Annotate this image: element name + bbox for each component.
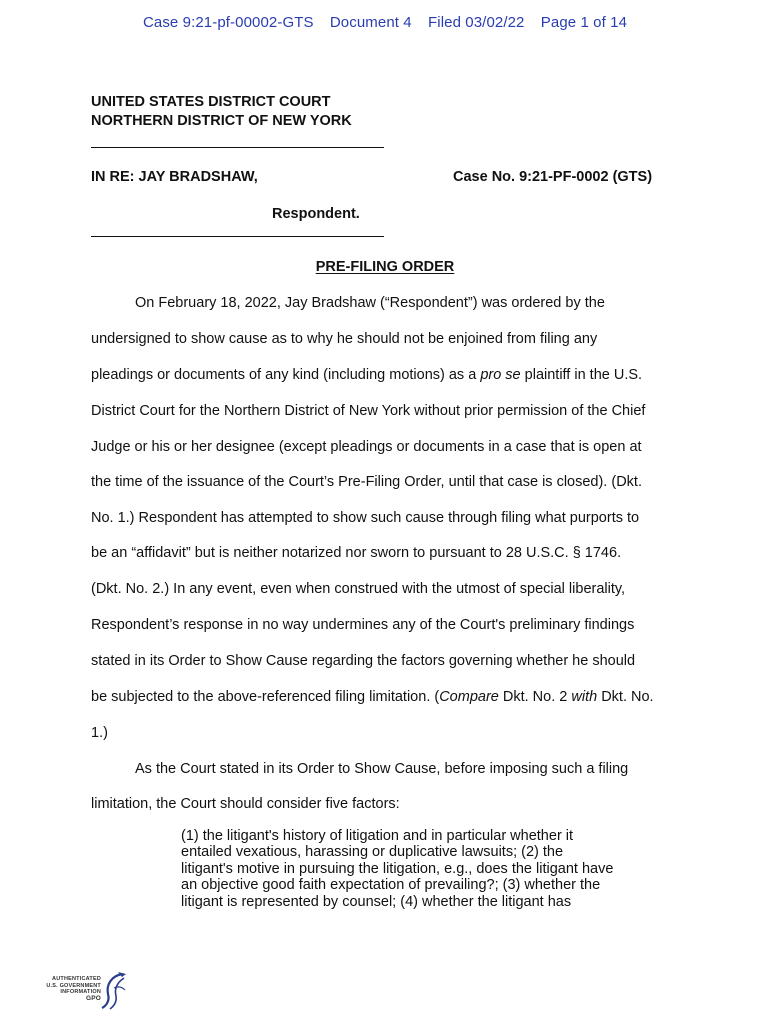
quote-line: (1) the litigant's history of litigation and in particular whether it <box>181 828 574 844</box>
body-line: limitation, the Court should consider five factors: <box>91 796 400 812</box>
quote-line: entailed vexatious, harassing or duplicative lawsuits; (2) the <box>181 844 564 861</box>
body-line: 1.) <box>91 725 108 741</box>
body-line: stated in its Order to Show Cause regarding the factors governing whether he should <box>91 653 636 669</box>
filing-header <box>0 14 770 31</box>
body-text: plaintiff in the U.S. <box>520 367 643 383</box>
compare-italic: Compare <box>439 689 499 705</box>
caption-rule-top <box>91 147 384 148</box>
order-title-text: PRE-FILING ORDER <box>315 259 455 275</box>
body-line: Respondent’s response in no way undermines any of the Court's preliminary findings <box>91 617 635 633</box>
body-line: Judge or his or her designee (except pleadings or documents in a case that is open at <box>91 439 642 455</box>
body-text: Dkt. No. <box>597 689 654 705</box>
header-case-number: Case 9:21-pf-00002-GTS <box>142 14 314 31</box>
pro-se-italic: pro se <box>480 367 521 383</box>
gpo-logo-line: INFORMATION <box>60 989 101 995</box>
case-number: Case No. 9:21-PF-0002 (GTS) <box>453 169 653 185</box>
in-re-party: IN RE: JAY BRADSHAW, <box>91 169 258 185</box>
gpo-logo-line: GPO <box>85 994 101 1002</box>
quote-line: litigant's motive in pursuing the litigation, e.g., does the litigant have <box>181 860 614 877</box>
court-name-line1: UNITED STATES DISTRICT COURT <box>91 94 331 110</box>
respondent-label: Respondent. <box>272 206 360 222</box>
gpo-logo-line: AUTHENTICATED <box>52 976 101 982</box>
header-page-count: Page 1 of 14 <box>540 14 628 31</box>
body-line: District Court for the Northern District of New York without prior permission of the Chief <box>91 403 646 419</box>
body-line: the time of the issuance of the Court’s Pre-Filing Order, until that case is closed). (Dkt. <box>91 474 642 490</box>
body-line: (Dkt. No. 2.) In any event, even when construed with the utmost of special liberality, <box>91 581 626 597</box>
caption-rule-bottom <box>91 236 384 237</box>
body-text: pleadings or documents of any kind (including motions) as a <box>91 367 481 383</box>
body-line: On February 18, 2022, Jay Bradshaw (“Respondent”) was ordered by the <box>135 295 605 311</box>
body-line <box>91 689 654 705</box>
body-line: As the Court stated in its Order to Show Cause, before imposing such a filing <box>135 761 629 777</box>
gpo-authentication-logo <box>44 968 130 1012</box>
body-line: undersigned to show cause as to why he should not be enjoined from filing any <box>91 331 598 347</box>
gpo-logo-line: U.S. GOVERNMENT <box>46 982 101 989</box>
body-text: be subjected to the above-referenced filing limitation. ( <box>91 689 440 705</box>
body-line: No. 1.) Respondent has attempted to show such cause through filing what purports to <box>91 510 640 526</box>
header-filed-date: Filed 03/02/22 <box>428 14 525 31</box>
header-document-number: Document 4 <box>329 14 412 31</box>
quote-line: an objective good faith expectation of prevailing?; (3) whether the <box>181 877 601 894</box>
with-italic: with <box>571 689 598 705</box>
body-text: Dkt. No. 2 <box>498 689 572 705</box>
body-line: be an “affidavit” but is neither notarized nor sworn to pursuant to 28 U.S.C. § 1746. <box>91 545 622 561</box>
gpo-logo-text <box>44 976 101 1002</box>
court-name-line2: NORTHERN DISTRICT OF NEW YORK <box>91 113 352 129</box>
block-quote <box>181 828 651 910</box>
body-line <box>91 367 642 383</box>
order-title <box>0 259 770 275</box>
gpo-eagle-icon <box>100 970 130 1010</box>
quote-line: litigant is represented by counsel; (4) whether the litigant has <box>181 893 572 910</box>
